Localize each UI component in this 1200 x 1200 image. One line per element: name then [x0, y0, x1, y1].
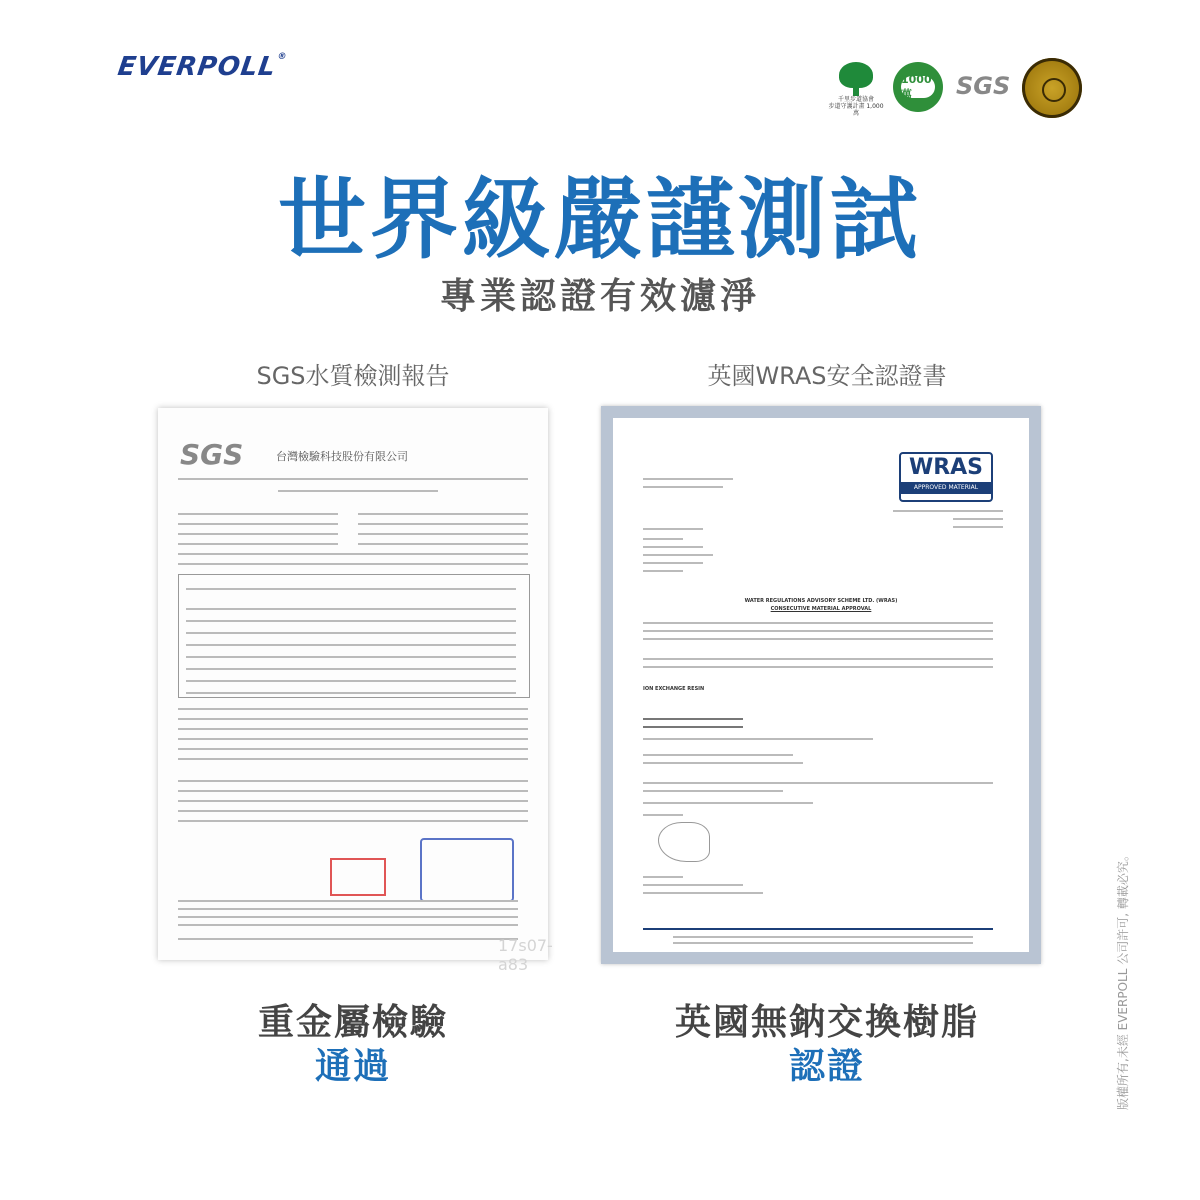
wras-product-name: ION EXCHANGE RESIN: [643, 686, 705, 692]
wras-doc-subheading: CONSECUTIVE MATERIAL APPROVAL: [770, 606, 872, 612]
sodium-free-resin-label: 英國無鈉交換樹脂: [674, 1002, 979, 1043]
certified-label: 認證: [788, 1046, 865, 1087]
blue-seal-icon: [420, 838, 514, 902]
wras-certificate-caption: 英國WRAS安全認證書: [707, 362, 947, 390]
1000-badge-text: 1000萬: [901, 76, 935, 98]
sgs-report-image: [158, 408, 553, 974]
tree-badge-icon: [826, 62, 886, 117]
brand-name: EVERPOLL: [115, 52, 279, 82]
wras-logo-sub: APPROVED MATERIAL: [901, 482, 991, 494]
heavy-metal-test-label: 重金屬檢驗: [257, 1002, 448, 1043]
wras-logo: [899, 452, 993, 502]
doc-watermark: 17s07-a83: [498, 936, 553, 974]
sgs-badge-logo: SGS: [956, 72, 1011, 100]
copyright-notice: 版權所有,未經 EVERPOLL 公司許可, 轉載必究。: [1116, 849, 1130, 1110]
gold-seal-icon: [1022, 58, 1082, 118]
1000-badge-icon: [893, 62, 943, 112]
sgs-doc-heading: 台灣檢驗科技股份有限公司: [276, 450, 408, 463]
red-stamp-icon: [330, 858, 386, 896]
brand-logo: [116, 52, 288, 82]
page-title: 世界級嚴謹測試: [277, 168, 922, 271]
wras-logo-text: WRAS: [908, 455, 984, 480]
tree-badge-caption: 千里步道協會 步道守護計畫 1,000萬: [828, 96, 884, 117]
page-subtitle: 專業認證有效濾淨: [439, 276, 760, 317]
brand-reg: ®: [276, 52, 289, 62]
signature-icon: [658, 822, 710, 862]
sgs-report-caption: SGS水質檢測報告: [256, 362, 450, 390]
passed-label: 通過: [314, 1046, 391, 1087]
wras-certificate-image: [601, 406, 1041, 964]
sgs-doc-logo: SGS: [180, 438, 244, 471]
wras-doc-heading: WATER REGULATIONS ADVISORY SCHEME LTD. (WRAS): [744, 598, 898, 604]
